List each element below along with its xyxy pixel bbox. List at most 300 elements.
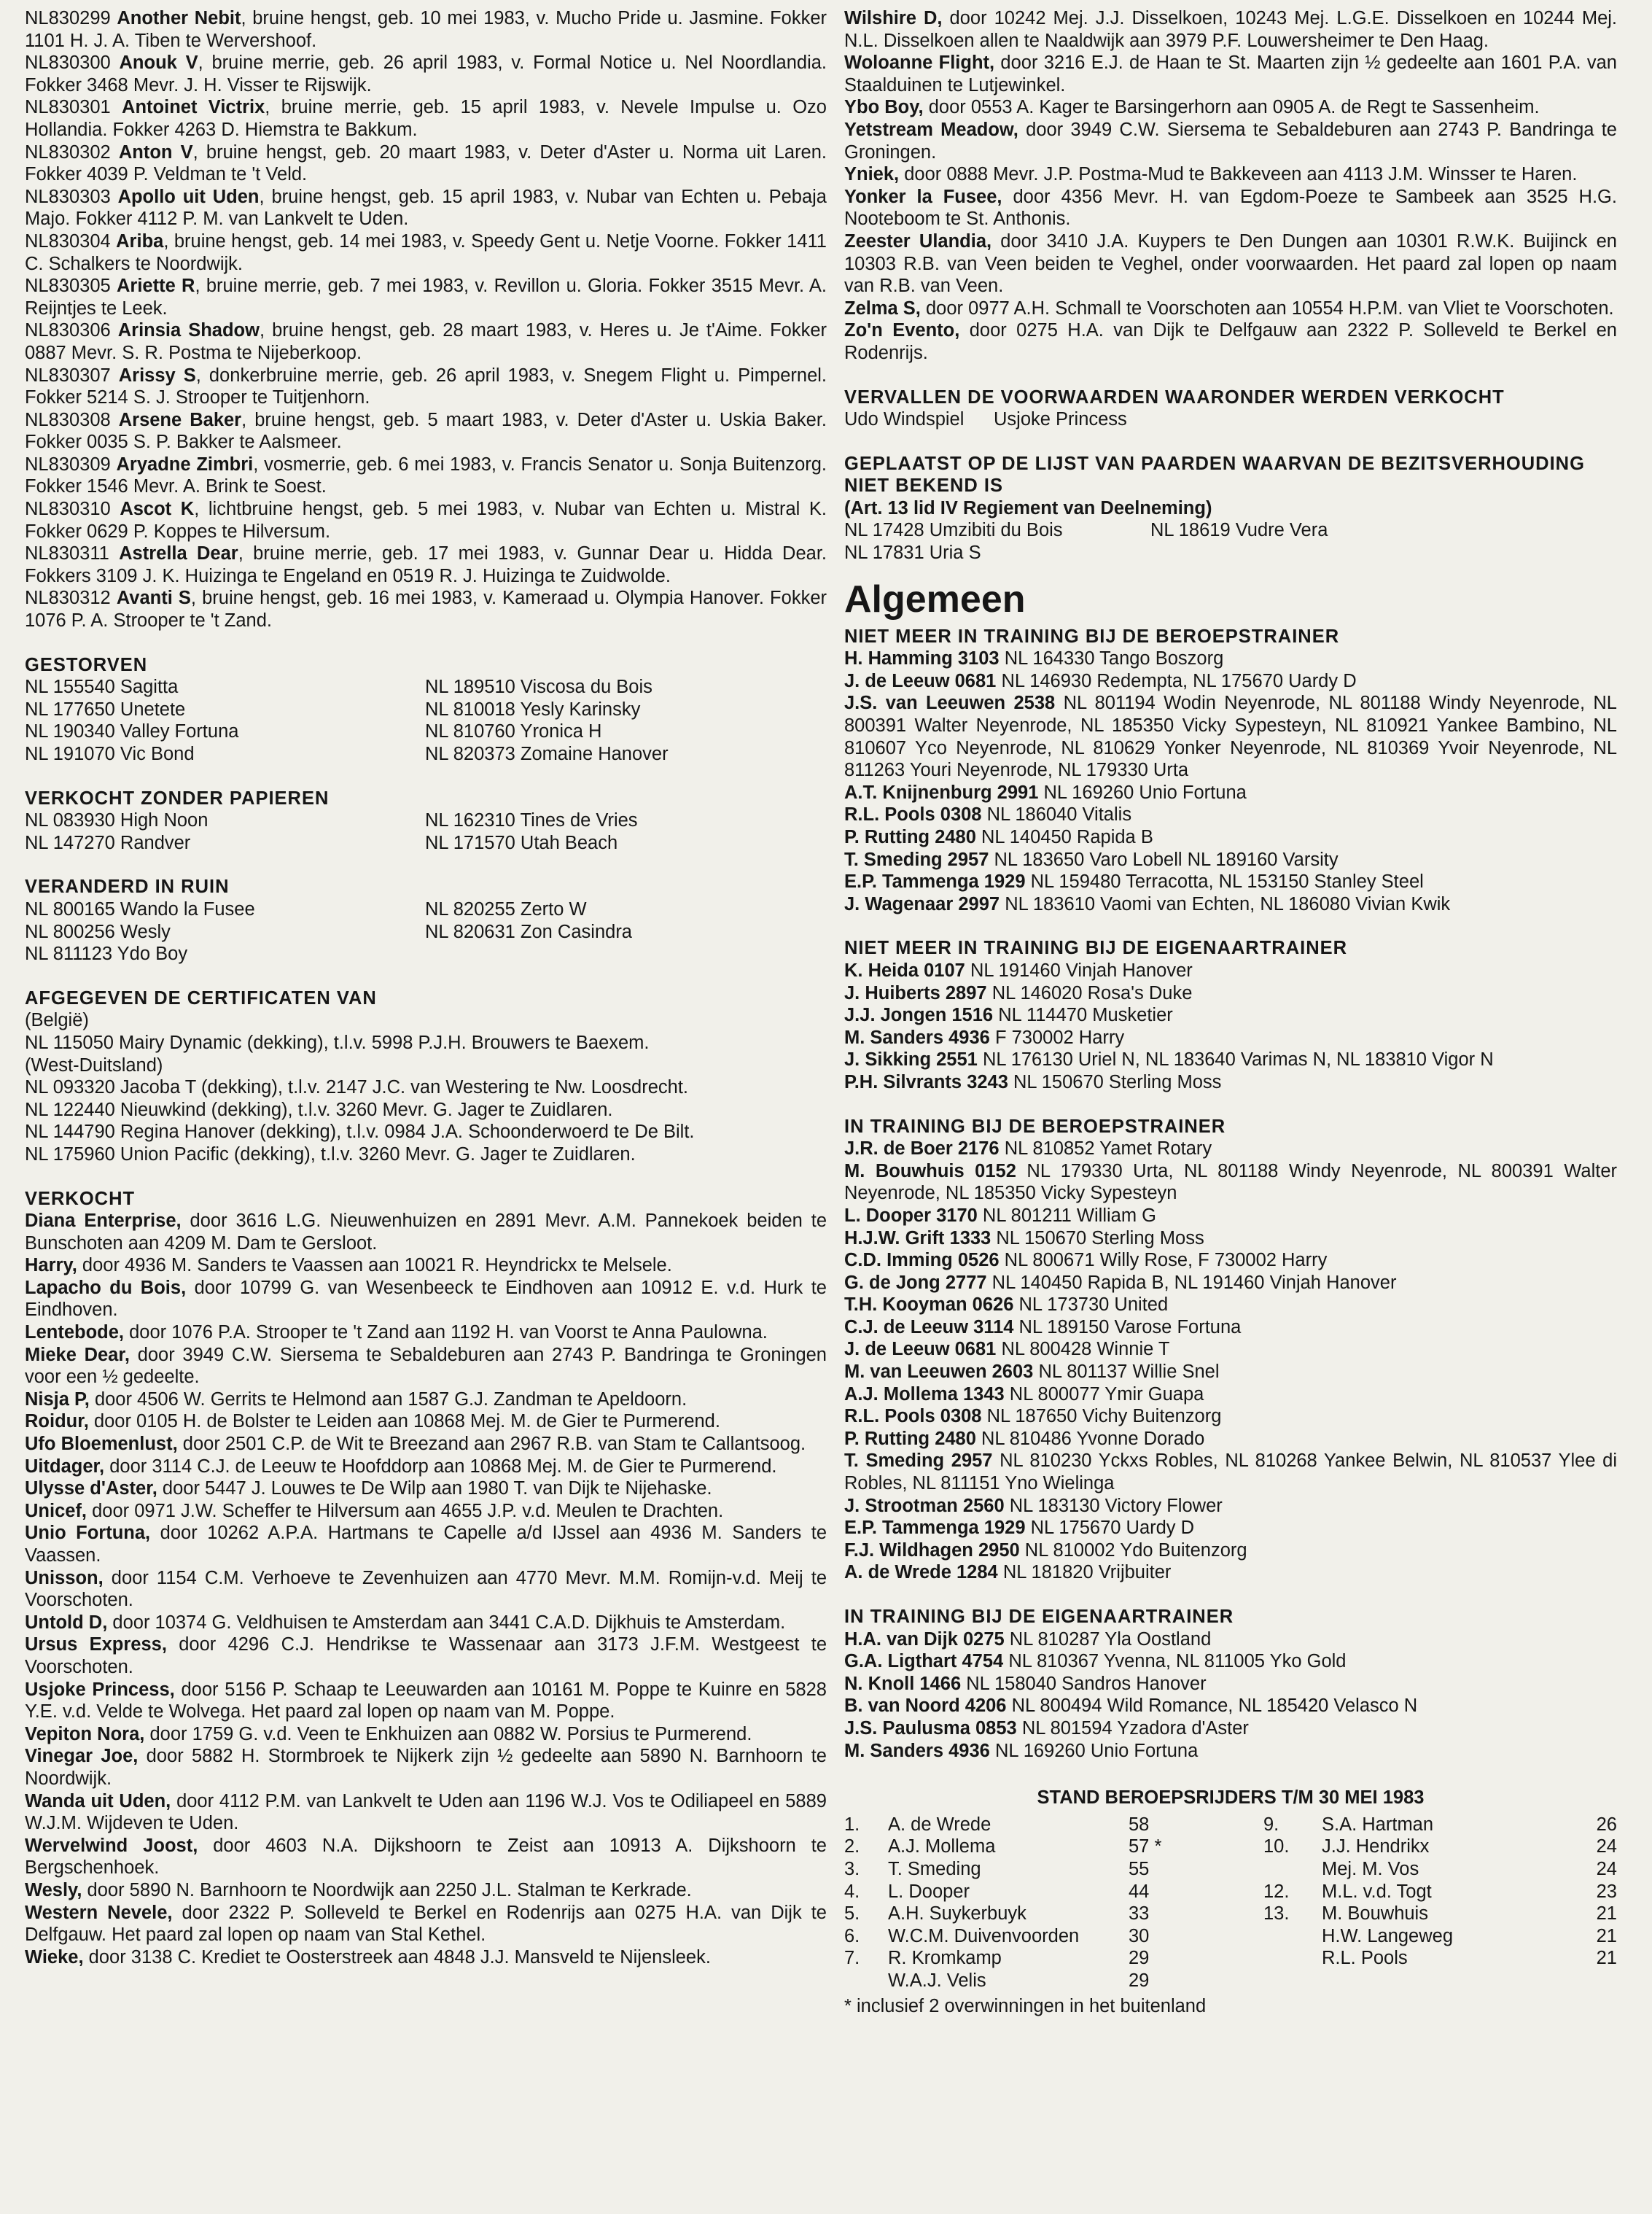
trainer-horses: NL 140450 Rapida B (981, 827, 1153, 847)
certificaten-list (25, 1009, 827, 1165)
registration-number: NL830304 (25, 230, 111, 252)
trainer-entry (844, 648, 1617, 670)
trainer-name: G. de Jong 2777 (844, 1272, 987, 1293)
sale-entry (844, 298, 1617, 320)
sale-text: door 3216 E.J. de Haan te St. Maarten zijn ½ gedeelte aan 1601 P.A. van Staalduinen te Lutjewinkel. (844, 53, 1617, 96)
stand-cell: 4. (844, 1881, 860, 1902)
registration-text: bruine hengst, geb. 16 mei 1983, v. Kameraad u. Olympia Hanover. Fokker 1076 P. A. Strooper te 't Zand. (25, 588, 827, 632)
horse-name: Anouk V (119, 53, 198, 74)
trainer-horses: NL 186040 Vitalis (986, 804, 1132, 826)
sale-text: door 3949 C.W. Siersema te Sebaldeburen aan 2743 P. Bandringa te Groningen. (844, 119, 1617, 163)
trainer-name: T.H. Kooyman 0626 (844, 1294, 1014, 1316)
list-item: NL 155540 Sagitta (25, 677, 179, 698)
stand-cell: 29 (1129, 1970, 1150, 1991)
list-item: Udo Windspiel (844, 409, 965, 430)
horse-name: Zo'n Evento, (844, 320, 960, 341)
trainer-name: L. Dooper 3170 (844, 1205, 978, 1226)
horse-name: Apollo uit Uden (117, 186, 260, 207)
stand-cell: 6. (844, 1925, 860, 1946)
zonder-papieren-list (25, 809, 827, 854)
horse-name: Unio Fortuna, (25, 1523, 151, 1544)
trainer-horses: NL 801211 William G (982, 1205, 1156, 1226)
stand-cell (1555, 1970, 1617, 1992)
stand-cell: Mej. M. Vos (1322, 1858, 1419, 1879)
trainer-name: J. de Leeuw 0681 (844, 1339, 997, 1360)
stand-cell: 30 (1129, 1925, 1150, 1946)
sale-entry (25, 1879, 827, 1902)
trainer-horses: NL 810367 Yvenna, NL 811005 Yko Gold (1008, 1651, 1347, 1672)
registration-entry: NL830310 Ascot K, lichtbruine hengst, geb. 5 mei 1983, v. Nubar van Echten u. Mistral K. Fokker 0629 P. Koppes te Hilversum. (25, 499, 827, 542)
trainer-name: C.J. de Leeuw 3114 (844, 1316, 1014, 1337)
horse-name: Wilshire D, (844, 8, 943, 28)
list-item: NL 820255 Zerto W (425, 898, 587, 920)
trainer-entry (844, 871, 1617, 893)
trainer-horses: NL 800494 Wild Romance, NL 185420 Velasco N (1011, 1696, 1418, 1717)
trainer-horses: NL 187650 Vichy Buitenzorg (986, 1406, 1222, 1427)
trainer-horses: NL 146930 Redempta, NL 175670 Uardy D (1001, 670, 1357, 691)
registration-text: bruine hengst, geb. 14 mei 1983, v. Speedy Gent u. Netje Voorne. Fokker 1411 C. Schalkers te Noordwijk. (25, 230, 827, 274)
registration-number: NL830307 (25, 365, 111, 386)
trainer-entry (844, 1071, 1617, 1094)
stand-cell: A.H. Suykerbuyk (888, 1903, 1026, 1924)
stand-cell: 23 (1596, 1881, 1617, 1902)
registration-number: NL830309 (25, 454, 111, 475)
stand-cell: 2. (844, 1836, 860, 1857)
horse-name: Another Nebit (117, 8, 241, 28)
trainer-horses: NL 189150 Varose Fortuna (1018, 1316, 1242, 1337)
stand-cell: R.L. Pools (1322, 1948, 1408, 1969)
heading-verkocht: VERKOCHT (25, 1188, 136, 1209)
training-section-heading: IN TRAINING BIJ DE EIGENAARTRAINER (844, 1607, 1234, 1627)
registration-text: bruine hengst, geb. 20 maart 1983, v. Deter d'Aster u. Norma uit Laren. Fokker 4039 P. Veldman te 't Veld. (25, 141, 827, 185)
trainer-horses: NL 801594 Yzadora d'Aster (1021, 1717, 1249, 1739)
stand-cell: 55 (1129, 1858, 1150, 1879)
trainer-horses: NL 150670 Sterling Moss (1013, 1071, 1222, 1092)
trainer-name: J. Wagenaar 2997 (844, 893, 1000, 914)
list-item: NL 17831 Uria S (844, 543, 981, 564)
horse-name: Arsene Baker (118, 409, 242, 430)
sale-entry (25, 1634, 827, 1678)
sale-text: door 1759 G. v.d. Veen te Enkhuizen aan 0882 W. Porsius te Purmerend. (149, 1723, 752, 1744)
stand-cell: 58 (1129, 1814, 1150, 1835)
sale-text: door 10374 G. Veldhuisen te Amsterdam aan 3441 C.A.D. Dijkhuis te Amsterdam. (112, 1612, 786, 1633)
stand-cell: L. Dooper (888, 1881, 970, 1902)
trainer-name: H.J.W. Grift 1333 (844, 1227, 991, 1248)
sale-entry (25, 1790, 827, 1835)
sale-entry (25, 1500, 827, 1523)
horse-name: Roidur, (25, 1411, 89, 1432)
horse-name: Usjoke Princess, (25, 1679, 175, 1700)
section-title-algemeen: Algemeen (844, 578, 1026, 621)
trainer-name: J.R. de Boer 2176 (844, 1138, 1000, 1160)
trainer-horses: NL 114470 Musketier (998, 1005, 1173, 1026)
sale-text: door 3949 C.W. Siersema te Sebaldeburen aan 2743 P. Bandringa te Groningen voor een ½ gedeelte. (25, 1344, 827, 1388)
sale-text: door 5156 P. Schaap te Leeuwarden aan 10161 M. Poppe te Kuinre en 5828 Y.E. v.d. Velde te Wolvega. Het paard zal lopen op naam van M. Poppe. (25, 1679, 827, 1722)
trainer-entry (844, 1717, 1617, 1740)
trainer-horses: NL 176130 Uriel N, NL 183640 Varimas N, NL 183810 Vigor N (982, 1049, 1494, 1071)
trainer-name: M. Sanders 4936 (844, 1740, 990, 1761)
stand-cell: A. de Wrede (888, 1814, 991, 1835)
list-item: NL 800165 Wando la Fusee (25, 898, 255, 920)
registration-entry: NL830311 Astrella Dear, bruine merrie, geb. 17 mei 1983, v. Gunnar Dear u. Hidda Dear. Fokkers 3109 J. K. Huizinga te Engeland en 0519 R. J. Huizinga te Zuidwolde. (25, 543, 827, 586)
sale-text: door 5882 H. Stormbroek te Nijkerk zijn ½ gedeelte aan 5890 N. Barnhoorn te Noordwijk. (25, 1746, 827, 1789)
horse-name: Wervelwind Joost, (25, 1835, 198, 1856)
sale-text: door 0888 Mevr. J.P. Postma-Mud te Bakkeveen aan 4113 J.M. Winsser te Haren. (904, 164, 1578, 185)
stand-cell: 3. (844, 1858, 860, 1879)
registration-text: bruine hengst, geb. 28 maart 1983, v. Heres u. Je t'Aime. Fokker 0887 Mevr. S. R. Postma te Nijeberkoop. (25, 320, 827, 363)
trainer-name: H. Hamming 3103 (844, 648, 1000, 669)
trainer-entry (844, 1205, 1617, 1227)
list-item: NL 810018 Yesly Karinsky (425, 699, 641, 720)
sale-entry (25, 1612, 827, 1634)
horse-name: Western Nevele, (25, 1902, 173, 1923)
registration-number: NL830306 (25, 320, 111, 341)
list-item: NL 191070 Vic Bond (25, 744, 195, 764)
trainer-name: J.S. Paulusma 0853 (844, 1717, 1017, 1739)
sale-text: door 0105 H. de Bolster te Leiden aan 10868 Mej. M. de Gier te Purmerend. (93, 1411, 720, 1432)
horse-name: Unicef, (25, 1500, 87, 1521)
trainer-horses: NL 800671 Willy Rose, F 730002 Harry (1004, 1250, 1328, 1271)
sale-text: door 3114 C.J. de Leeuw te Hoofddorp aan 10868 Mej. M. de Gier te Purmerend. (109, 1456, 777, 1477)
trainer-name: J. Huiberts 2897 (844, 982, 987, 1003)
trainer-entry (844, 804, 1617, 826)
horse-name: Nisja P, (25, 1388, 90, 1410)
list-row (25, 832, 827, 855)
stand-row (844, 1858, 1617, 1881)
sale-text: door 0977 A.H. Schmall te Voorschoten aan 10554 H.P.M. van Vliet te Voorschoten. (925, 298, 1614, 319)
geplaatst-subheading: (Art. 13 lid IV Regiement van Deelneming) (844, 497, 1212, 518)
stand-cell: W.C.M. Duivenvoorden (888, 1925, 1080, 1946)
registration-number: NL830302 (25, 141, 111, 163)
heading-zonder-papieren: VERKOCHT ZONDER PAPIEREN (25, 788, 330, 809)
sale-entry (25, 1456, 827, 1478)
registration-entry: NL830304 Ariba, bruine hengst, geb. 14 mei 1983, v. Speedy Gent u. Netje Voorne. Fokker 1411 C. Schalkers te Noordwijk. (25, 230, 827, 274)
sale-entry (844, 7, 1617, 52)
trainer-name: P.H. Silvrants 3243 (844, 1071, 1008, 1092)
sale-entry (844, 230, 1617, 298)
trainer-name: M. Bouwhuis 0152 (844, 1160, 1016, 1181)
trainer-name: H.A. van Dijk 0275 (844, 1628, 1005, 1650)
registration-entry: NL830301 Antoinet Victrix, bruine merrie, geb. 15 april 1983, v. Nevele Impulse u. Ozo Hollandia. Fokker 4263 D. Hiemstra te Bakkum. (25, 97, 827, 140)
sale-entry (25, 1433, 827, 1456)
trainer-horses: NL 173730 United (1018, 1294, 1169, 1316)
trainer-entry (844, 1338, 1617, 1361)
list-row (25, 809, 827, 832)
registration-entry: NL830309 Aryadne Zimbri, vosmerrie, geb. 6 mei 1983, v. Francis Senator u. Sonja Buitenzorg. Fokker 1546 Mevr. A. Brink te Soest. (25, 454, 827, 497)
sale-entry (25, 1567, 827, 1612)
vervallen-row (844, 408, 1617, 431)
trainer-entry (844, 1428, 1617, 1450)
sale-entry (25, 1723, 827, 1746)
right-column (844, 7, 1617, 2017)
trainer-name: R.L. Pools 0308 (844, 804, 982, 826)
stand-cell: M. Bouwhuis (1322, 1903, 1428, 1924)
stand-cell: 9. (1263, 1814, 1279, 1835)
stand-cell: R. Kromkamp (888, 1948, 1002, 1969)
trainer-horses: NL 801137 Willie Snel (1038, 1362, 1220, 1383)
trainer-name: G.A. Ligthart 4754 (844, 1651, 1004, 1672)
sale-entry (25, 1388, 827, 1411)
list-item: NL 820631 Zon Casindra (425, 921, 632, 942)
registration-entry: NL830312 Avanti S, bruine hengst, geb. 16 mei 1983, v. Kameraad u. Olympia Hanover. Fokker 1076 P. A. Strooper te 't Zand. (25, 588, 827, 632)
stand-cell: 5. (844, 1903, 860, 1924)
sale-text: door 3138 C. Krediet te Oosterstreek aan 4848 J.J. Mansveld te Nijensleek. (88, 1946, 711, 1968)
horse-name: Yetstream Meadow, (844, 119, 1018, 140)
trainer-entry (844, 1561, 1617, 1584)
trainer-horses: NL 179330 Urta, NL 801188 Windy Neyenrode, NL 800391 Walter Neyenrode, NL 185350 Vicky Sypesteyn (844, 1160, 1618, 1204)
trainer-name: R.L. Pools 0308 (844, 1406, 982, 1427)
list-item: NL 083930 High Noon (25, 810, 209, 831)
sale-text: door 0553 A. Kager te Barsingerhorn aan 0905 A. de Regt te Sassenheim. (928, 97, 1540, 118)
trainer-entry (844, 960, 1617, 982)
training-section-heading: NIET MEER IN TRAINING BIJ DE EIGENAARTRAINER (844, 938, 1348, 959)
list-item: NL 820373 Zomaine Hanover (425, 744, 669, 764)
registration-entry: NL830305 Ariette R, bruine merrie, geb. 7 mei 1983, v. Revillon u. Gloria. Fokker 3515 Mevr. A. Reijntjes te Leek. (25, 276, 827, 319)
heading-certificaten: AFGEGEVEN DE CERTIFICATEN VAN (25, 987, 377, 1009)
trainer-entry (844, 1740, 1617, 1763)
registration-list (25, 7, 827, 632)
list-item: NL 162310 Tines de Vries (425, 810, 638, 831)
sale-entry (25, 1745, 827, 1790)
list-row (25, 921, 827, 944)
stand-cell (1263, 1947, 1322, 1970)
trainer-entry (844, 670, 1617, 693)
stand-row (844, 1925, 1617, 1948)
trainer-entry (844, 1316, 1617, 1339)
trainer-entry (844, 1294, 1617, 1316)
horse-name: Untold D, (25, 1612, 108, 1633)
stand-cell: 24 (1596, 1858, 1617, 1879)
horse-name: Ulysse d'Aster, (25, 1478, 157, 1499)
list-row (25, 676, 827, 699)
sale-text: door 3410 J.A. Kuypers te Den Dungen aan 10301 R.W.K. Buijinck en 10303 R.B. van Veen beiden te Veghel, onder voorwaarden. Het paard zal lopen op naam van R.B. van Veen. (844, 230, 1617, 297)
sale-text: door 4356 Mevr. H. van Egdom-Poeze te Sambeek aan 3525 H.G. Nooteboom te St. Anthonis. (844, 186, 1617, 230)
stand-row (844, 1814, 1617, 1836)
trainer-horses: NL 183650 Varo Lobell NL 189160 Varsity (994, 849, 1339, 870)
list-item: NL 17428 Umzibiti du Bois (844, 520, 1063, 541)
sale-entry (25, 1522, 827, 1566)
registration-text: bruine hengst, geb. 15 april 1983, v. Nubar van Echten u. Pebaja Majo. Fokker 4112 P. M. van Lankvelt te Uden. (25, 186, 827, 230)
list-row (25, 743, 827, 766)
horse-name: Harry, (25, 1255, 77, 1276)
stand-cell: 7. (844, 1948, 860, 1969)
heading-geplaatst: GEPLAATST OP DE LIJST VAN PAARDEN WAARVAN DE BEZITSVERHOUDING NIET BEKEND IS (844, 453, 1585, 497)
sale-entry (25, 1679, 827, 1723)
sale-text: door 1154 C.M. Verhoeve te Zevenhuizen aan 4770 Mevr. M.M. Romijn-v.d. Meij te Voorschoten. (25, 1567, 827, 1611)
registration-number: NL830299 (25, 8, 111, 28)
trainer-horses: NL 175670 Uardy D (1030, 1518, 1195, 1539)
trainer-horses: NL 810486 Yvonne Dorado (981, 1428, 1205, 1449)
trainer-name: T. Smeding 2957 (844, 849, 989, 870)
trainer-name: F.J. Wildhagen 2950 (844, 1539, 1020, 1561)
gestorven-list (25, 676, 827, 765)
horse-name: Ascot K (120, 499, 195, 520)
trainer-horses: NL 810852 Yamet Rotary (1004, 1138, 1212, 1160)
registration-text: bruine merrie, geb. 26 april 1983, v. Formal Notice u. Nel Noordlandia. Fokker 3468 Mevr. J. H. Visser te Rijswijk. (25, 53, 827, 96)
stand-cell (1263, 1925, 1322, 1948)
trainer-name: P. Rutting 2480 (844, 827, 976, 847)
sale-entry (844, 52, 1617, 96)
horse-name: Lentebode, (25, 1322, 125, 1343)
sale-entry (844, 96, 1617, 119)
horse-name: Astrella Dear (119, 543, 238, 564)
trainer-entry (844, 1272, 1617, 1294)
sale-entry (844, 186, 1617, 230)
list-item: NL 811123 Ydo Boy (25, 944, 188, 965)
trainer-name: K. Heida 0107 (844, 960, 965, 981)
sale-text: door 10799 G. van Wesenbeeck te Eindhoven aan 10912 E. v.d. Hurk te Eindhoven. (25, 1277, 827, 1321)
trainer-name: A.J. Mollema 1343 (844, 1383, 1005, 1405)
trainer-entry (844, 1695, 1617, 1717)
trainer-horses: NL 183610 Vaomi van Echten, NL 186080 Vivian Kwik (1005, 893, 1451, 914)
sale-entry (25, 1321, 827, 1344)
trainer-entry (844, 1004, 1617, 1027)
registration-entry: NL830306 Arinsia Shadow, bruine hengst, geb. 28 maart 1983, v. Heres u. Je t'Aime. Fokker 0887 Mevr. S. R. Postma te Nijeberkoop. (25, 320, 827, 363)
stand-cell (844, 1970, 888, 1992)
stand-cell: 21 (1596, 1925, 1617, 1946)
sale-entry (25, 1254, 827, 1277)
sale-entry (844, 319, 1617, 364)
trainer-entry (844, 1138, 1617, 1160)
stand-cell: 26 (1596, 1814, 1617, 1835)
sale-entry (844, 119, 1617, 163)
trainer-name: J. Sikking 2551 (844, 1049, 978, 1071)
registration-entry: NL830303 Apollo uit Uden, bruine hengst, geb. 15 april 1983, v. Nubar van Echten u. Pebaja Majo. Fokker 4112 P. M. van Lankvelt te Uden. (25, 186, 827, 230)
sale-text: door 2322 P. Solleveld te Berkel en Rodenrijs aan 0275 H.A. van Dijk te Delfgauw. Het paard zal lopen op naam van Stal Kethel. (25, 1902, 827, 1946)
stand-cell: 29 (1129, 1948, 1150, 1969)
geplaatst-row (844, 519, 1617, 542)
sale-entry (25, 1902, 827, 1946)
trainer-name: P. Rutting 2480 (844, 1428, 976, 1449)
trainer-entry (844, 782, 1617, 804)
sale-text: door 5447 J. Louwes te De Wilp aan 1980 T. van Dijk te Nijehaske. (162, 1478, 712, 1499)
list-item: NL 189510 Viscosa du Bois (425, 677, 652, 698)
trainer-name: E.P. Tammenga 1929 (844, 871, 1026, 893)
trainer-entry (844, 1539, 1617, 1562)
registration-text: lichtbruine hengst, geb. 5 mei 1983, v. Nubar van Echten u. Mistral K. Fokker 0629 P. Koppes te Hilversum. (25, 499, 827, 542)
trainer-horses: NL 159480 Terracotta, NL 153150 Stanley Steel (1030, 871, 1424, 893)
horse-name: Uitdager, (25, 1456, 105, 1477)
registration-number: NL830303 (25, 186, 111, 207)
horse-name: Ariette R (116, 276, 195, 297)
horse-name: Arissy S (118, 365, 196, 386)
trainer-horses: NL 181820 Vrijbuiter (1002, 1562, 1172, 1583)
registration-entry: NL830302 Anton V, bruine hengst, geb. 20 maart 1983, v. Deter d'Aster u. Norma uit Laren. Fokker 4039 P. Veldman te 't Veld. (25, 141, 827, 185)
registration-number: NL830301 (25, 97, 111, 118)
list-item: NL 810760 Yronica H (425, 721, 602, 742)
heading-ruin: VERANDERD IN RUIN (25, 877, 230, 898)
stand-cell: 44 (1129, 1881, 1150, 1902)
horse-name: Wanda uit Uden, (25, 1790, 171, 1811)
registration-text: bruine hengst, geb. 10 mei 1983, v. Mucho Pride u. Jasmine. Fokker 1101 H. J. A. Tiben te Wervershoof. (25, 8, 827, 51)
horse-name: Aryadne Zimbri (116, 454, 254, 475)
list-item: (België) (25, 1010, 89, 1031)
horse-name: Wesly, (25, 1879, 82, 1900)
list-item: NL 093320 Jacoba T (dekking), t.l.v. 2147 J.C. van Westering te Nw. Loosdrecht. (25, 1077, 688, 1098)
trainer-name: N. Knoll 1466 (844, 1673, 962, 1694)
sale-text: door 4506 W. Gerrits te Helmond aan 1587 G.J. Zandman te Apeldoorn. (94, 1388, 687, 1410)
trainer-entry (844, 1361, 1617, 1383)
sale-text: door 1076 P.A. Strooper te 't Zand aan 1192 H. van Voorst te Anna Paulowna. (129, 1322, 768, 1343)
verkocht-list (25, 1210, 827, 1968)
list-item: NL 175960 Union Pacific (dekking), t.l.v. 3260 Mevr. G. Jager te Zuidlaren. (25, 1143, 636, 1165)
training-section-heading: IN TRAINING BIJ DE BEROEPSTRAINER (844, 1116, 1226, 1137)
registration-text: bruine hengst, geb. 5 maart 1983, v. Deter d'Aster u. Uskia Baker. Fokker 0035 S. P. Bakker te Aalsmeer. (25, 409, 827, 453)
trainer-name: J. de Leeuw 0681 (844, 670, 997, 691)
trainer-entry (844, 1495, 1617, 1518)
stand-cell: W.A.J. Velis (888, 1970, 986, 1991)
list-item: NL 800256 Wesly (25, 921, 171, 942)
trainer-horses: NL 810287 Yla Oostland (1009, 1628, 1212, 1650)
sale-entry (25, 1477, 827, 1500)
trainer-entry (844, 692, 1617, 781)
horse-name: Vepiton Nora, (25, 1723, 145, 1744)
sale-entry (25, 1277, 827, 1321)
stand-cell: T. Smeding (888, 1858, 981, 1879)
registration-number: NL830312 (25, 588, 111, 609)
stand-row (844, 1836, 1617, 1858)
verkocht-list-continued (844, 7, 1617, 365)
trainer-entry (844, 1405, 1617, 1428)
stand-cell (1263, 1970, 1322, 1992)
horse-name: Avanti S (116, 588, 191, 609)
trainer-entry (844, 1517, 1617, 1539)
stand-cell: 12. (1263, 1881, 1290, 1902)
stand-cell: J.J. Hendrikx (1322, 1836, 1430, 1857)
sale-text: door 4296 C.J. Hendrikse te Wassenaar aan 3173 J.F.M. Westgeest te Voorschoten. (25, 1634, 827, 1677)
trainer-horses: NL 810230 Yckxs Robles, NL 810268 Yankee Belwin, NL 810537 Ylee di Robles, NL 811151 Yno Wielinga (844, 1450, 1617, 1494)
horse-name: Zeester Ulandia, (844, 230, 992, 252)
stand-cell: 24 (1596, 1836, 1617, 1857)
trainer-horses: NL 801194 Wodin Neyenrode, NL 801188 Windy Neyenrode, NL 800391 Walter Neyenrode, NL 185350 Vicky Sypesteyn, NL 810921 Yankee Bambino, NL 810607 Yco Neyenrode, NL 810629 Yonker Neyenrode, NL 810369 Yvoir Neyenrode, NL 811263 Youri Neyenrode, NL 179330 Urta (844, 693, 1617, 781)
trainer-entry (844, 1227, 1617, 1250)
sale-entry (844, 163, 1617, 186)
trainer-horses: NL 164330 Tango Boszorg (1004, 648, 1224, 669)
registration-number: NL830311 (25, 543, 109, 564)
heading-gestorven: GESTORVEN (25, 654, 148, 675)
sale-text: door 10242 Mej. J.J. Disselkoen, 10243 Mej. L.G.E. Disselkoen en 10244 Mej. N.L. Disselkoen allen te Naaldwijk aan 3979 P.F. Louwersheimer te Den Haag. (844, 8, 1617, 51)
ruin-list (25, 898, 827, 966)
list-item: NL 18619 Vudre Vera (1150, 520, 1328, 541)
registration-number: NL830305 (25, 276, 111, 297)
sale-entry (25, 1946, 827, 1969)
trainer-horses: NL 169260 Unio Fortuna (1043, 782, 1247, 803)
registration-entry: NL830308 Arsene Baker, bruine hengst, geb. 5 maart 1983, v. Deter d'Aster u. Uskia Baker. Fokker 0035 S. P. Bakker te Aalsmeer. (25, 409, 827, 453)
registration-number: NL830300 (25, 53, 111, 74)
list-item: NL 190340 Valley Fortuna (25, 721, 239, 742)
horse-name: Yonker la Fusee, (844, 186, 1002, 207)
trainer-horses: NL 810002 Ydo Buitenzorg (1024, 1539, 1247, 1561)
horse-name: Zelma S, (844, 298, 921, 319)
list-item: NL 115050 Mairy Dynamic (dekking), t.l.v. 5998 P.J.H. Brouwers te Baexem. (25, 1032, 650, 1053)
horse-name: Anton V (118, 141, 193, 163)
horse-name: Diana Enterprise, (25, 1211, 182, 1232)
stand-cell (1322, 1970, 1555, 1992)
registration-text: donkerbruine merrie, geb. 26 april 1983, v. Snegem Flight u. Pimpernel. Fokker 5214 S. J. Strooper te Tuitjenhorn. (25, 365, 827, 408)
registration-entry: NL830299 Another Nebit, bruine hengst, geb. 10 mei 1983, v. Mucho Pride u. Jasmine. Fokker 1101 H. J. A. Tiben te Wervershoof. (25, 8, 827, 51)
trainer-name: J. Strootman 2560 (844, 1495, 1005, 1516)
stand-row (844, 1970, 1617, 1992)
trainer-entry (844, 849, 1617, 871)
trainer-entry (844, 1450, 1617, 1494)
stand-cell: 21 (1596, 1948, 1617, 1969)
list-item: Usjoke Princess (994, 409, 1127, 430)
horse-name: Arinsia Shadow (117, 320, 260, 341)
horse-name: Ariba (116, 230, 164, 252)
trainer-entry (844, 1650, 1617, 1673)
registration-text: bruine merrie, geb. 17 mei 1983, v. Gunnar Dear u. Hidda Dear. Fokkers 3109 J. K. Huizinga te Engeland en 0519 R. J. Huizinga te Zuidwolde. (25, 543, 827, 586)
trainer-horses: NL 183130 Victory Flower (1009, 1495, 1223, 1516)
